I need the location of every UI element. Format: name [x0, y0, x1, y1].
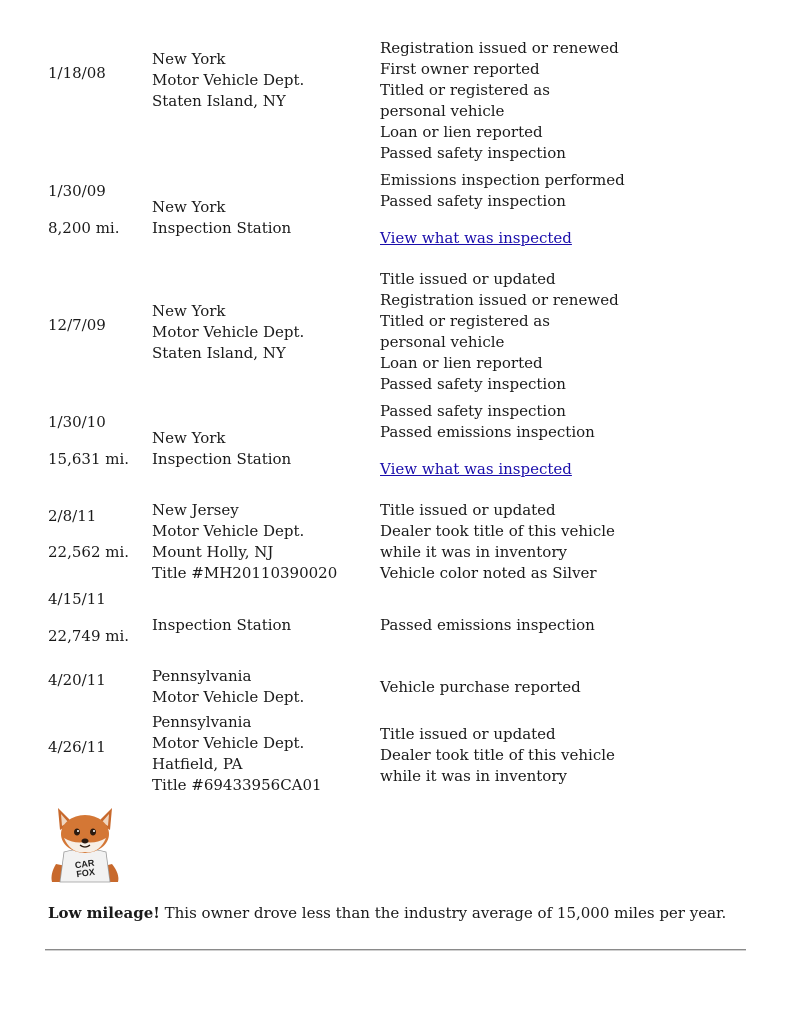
record-6-detail-line: Passed emissions inspection — [380, 616, 595, 634]
record-7-details — [380, 677, 581, 698]
record-8-source — [152, 712, 322, 796]
record-1-detail-line: personal vehicle — [380, 102, 505, 120]
record-7-source — [152, 666, 304, 708]
record-6-source-line: Inspection Station — [152, 616, 292, 634]
record-6-details — [380, 615, 595, 636]
view-inspection-link[interactable]: View what was inspected — [380, 229, 572, 247]
record-3-detail-line: Titled or registered as — [380, 312, 550, 330]
record-5-source-line: Motor Vehicle Dept. — [152, 522, 305, 540]
record-4-source — [152, 428, 291, 470]
record-2-detail-line: Passed safety inspection — [380, 192, 566, 210]
record-1-detail-line: Titled or registered as — [380, 81, 550, 99]
record-5-detail-line: Dealer took title of this vehicle — [380, 522, 615, 540]
record-3-detail-line: personal vehicle — [380, 333, 505, 351]
record-3-detail-line: Passed safety inspection — [380, 375, 566, 393]
record-8-details — [380, 724, 615, 787]
record-4-source-line: Inspection Station — [152, 450, 292, 468]
record-2-source-line: Inspection Station — [152, 219, 292, 237]
record-3-detail-line: Registration issued or renewed — [380, 291, 619, 309]
low-mileage-summary — [48, 903, 726, 924]
record-5-date: 2/8/11 — [48, 507, 97, 525]
record-5-source — [152, 500, 337, 584]
record-4-details — [380, 401, 595, 443]
record-2-source-line: New York — [152, 198, 226, 216]
record-3-detail-line: Loan or lien reported — [380, 354, 543, 372]
record-5-detail-line: Title issued or updated — [380, 501, 556, 519]
record-1-detail-line: Passed safety inspection — [380, 144, 566, 162]
record-1-source — [152, 49, 304, 112]
record-4-mileage: 15,631 mi. — [48, 450, 130, 468]
record-2-source — [152, 197, 291, 239]
record-1-detail-line: First owner reported — [380, 60, 540, 78]
record-3-source-line: Motor Vehicle Dept. — [152, 323, 305, 341]
record-1-date: 1/18/08 — [48, 64, 106, 82]
record-3-details — [380, 269, 619, 395]
record-5-detail-line: Vehicle color noted as Silver — [380, 564, 597, 582]
low-mileage-text: This owner drove less than the industry average of 15,000 miles per year. — [159, 904, 727, 922]
record-4-source-line: New York — [152, 429, 226, 447]
record-3-detail-line: Title issued or updated — [380, 270, 556, 288]
record-6-date: 4/15/11 — [48, 590, 106, 608]
record-7-date: 4/20/11 — [48, 671, 106, 689]
record-3-date: 12/7/09 — [48, 316, 106, 334]
record-5-source-line: New Jersey — [152, 501, 239, 519]
record-2-detail-line: Emissions inspection performed — [380, 171, 625, 189]
record-5-source-line: Mount Holly, NJ — [152, 543, 274, 561]
record-3-source-line: Staten Island, NY — [152, 344, 286, 362]
record-4-date: 1/30/10 — [48, 413, 106, 431]
low-mileage-label: Low mileage! — [48, 904, 160, 922]
carfox-mascot-icon — [46, 804, 124, 884]
record-8-source-line: Hatfield, PA — [152, 755, 243, 773]
record-3-source — [152, 301, 304, 364]
record-8-source-line: Title #69433956CA01 — [152, 776, 322, 794]
record-2-details — [380, 170, 625, 212]
view-inspection-link[interactable]: View what was inspected — [380, 460, 572, 478]
record-3-source-line: New York — [152, 302, 226, 320]
record-6-source — [152, 615, 291, 636]
record-8-detail-line: while it was in inventory — [380, 767, 567, 785]
record-8-source-line: Pennsylvania — [152, 713, 252, 731]
record-1-source-line: New York — [152, 50, 226, 68]
record-8-date: 4/26/11 — [48, 738, 106, 756]
record-2-date: 1/30/09 — [48, 182, 106, 200]
record-4-detail-line: Passed emissions inspection — [380, 423, 595, 441]
record-5-mileage: 22,562 mi. — [48, 543, 130, 561]
carfox-shirt-text: FOX — [75, 866, 96, 880]
record-7-detail-line: Vehicle purchase reported — [380, 678, 581, 696]
record-8-detail-line: Title issued or updated — [380, 725, 556, 743]
horizontal-divider — [45, 949, 746, 951]
record-5-source-line: Title #MH20110390020 — [152, 564, 338, 582]
record-1-source-line: Staten Island, NY — [152, 92, 286, 110]
record-6-mileage: 22,749 mi. — [48, 627, 130, 645]
record-1-details — [380, 38, 619, 164]
record-1-detail-line: Registration issued or renewed — [380, 39, 619, 57]
record-2-mileage: 8,200 mi. — [48, 219, 120, 237]
record-8-detail-line: Dealer took title of this vehicle — [380, 746, 615, 764]
record-1-source-line: Motor Vehicle Dept. — [152, 71, 305, 89]
record-7-source-line: Motor Vehicle Dept. — [152, 688, 305, 706]
carfox-shirt-text: CAR — [74, 857, 95, 871]
record-8-source-line: Motor Vehicle Dept. — [152, 734, 305, 752]
record-4-detail-line: Passed safety inspection — [380, 402, 566, 420]
record-5-details — [380, 500, 615, 584]
record-7-source-line: Pennsylvania — [152, 667, 252, 685]
record-5-detail-line: while it was in inventory — [380, 543, 567, 561]
record-1-detail-line: Loan or lien reported — [380, 123, 543, 141]
